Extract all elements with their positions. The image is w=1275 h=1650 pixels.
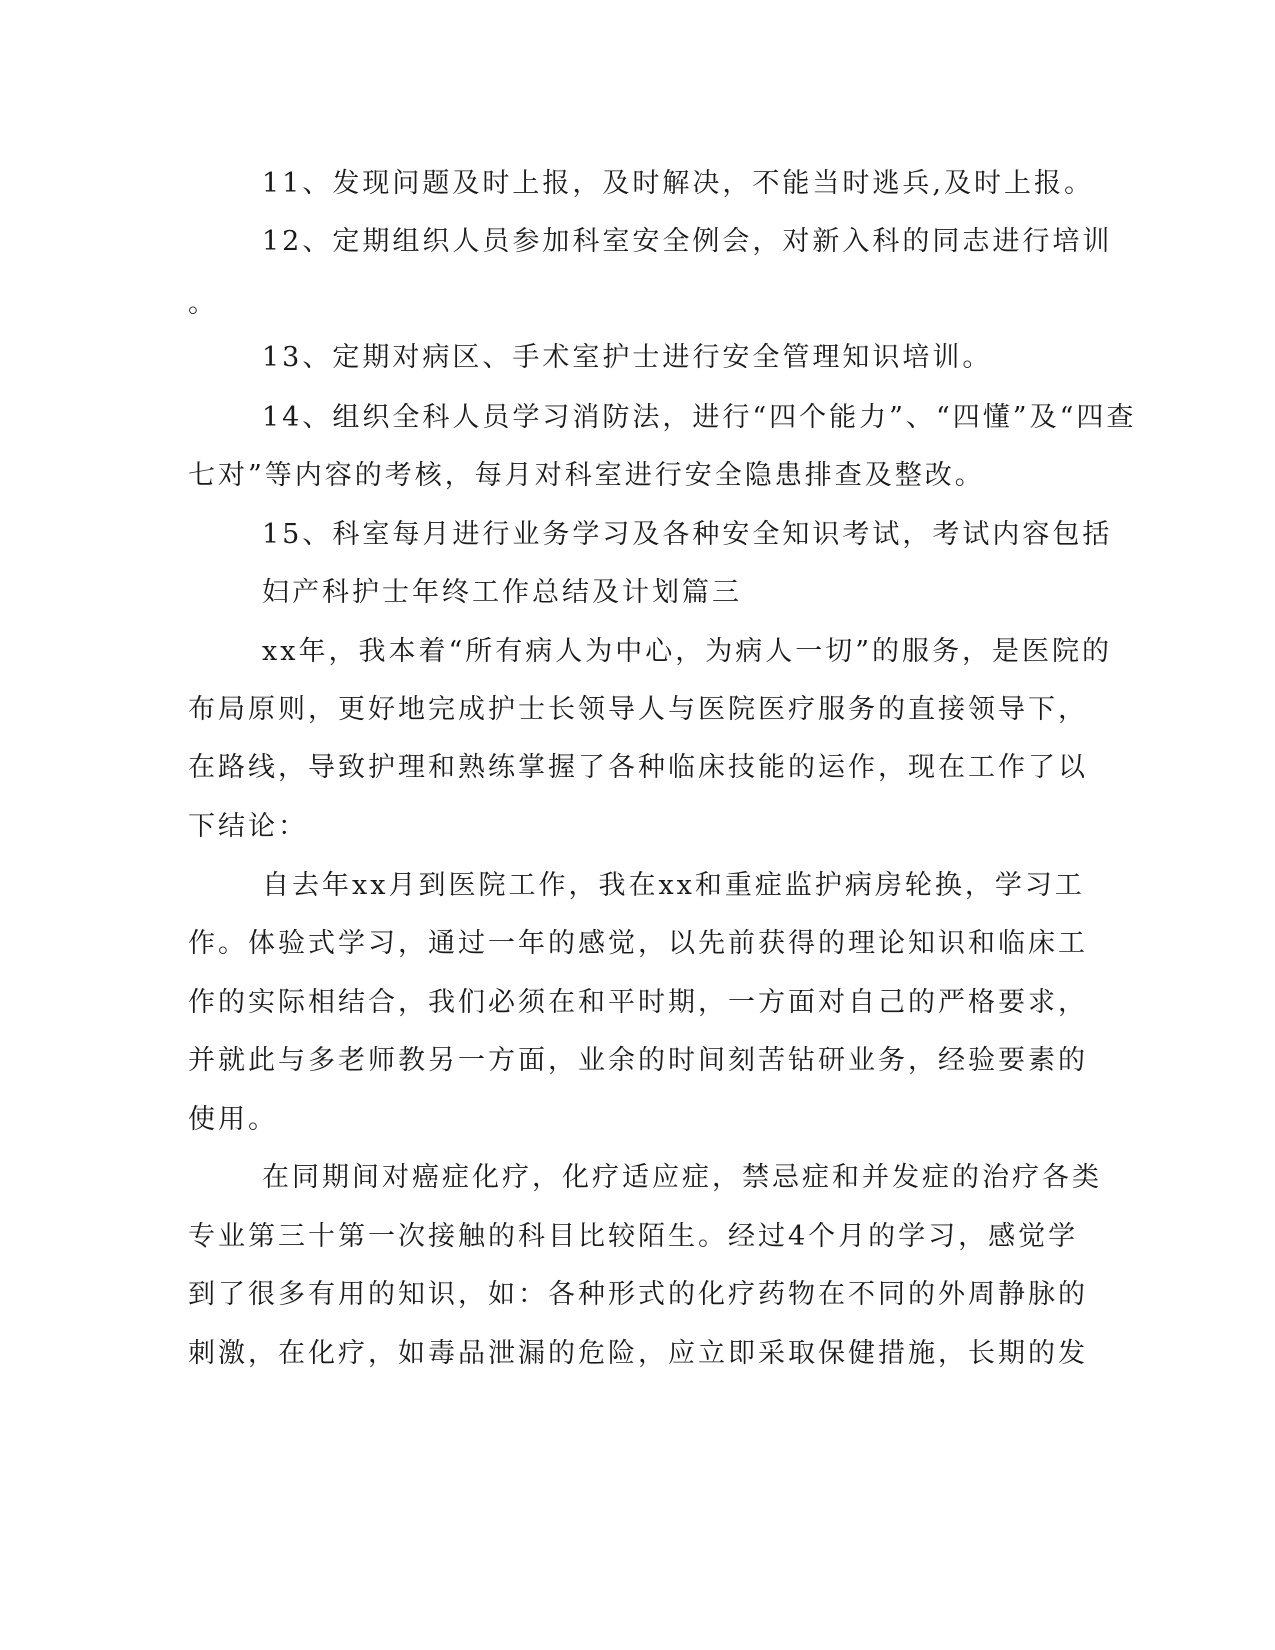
text-line: 使用。	[188, 1104, 278, 1135]
text-line: 在路线，导致护理和熟练掌握了各种临床技能的运作，现在工作了以	[188, 752, 1088, 783]
text-line: 11、发现问题及时上报，及时解决，不能当时逃兵,及时上报。	[262, 168, 1094, 199]
text-line: 12、定期组织人员参加科室安全例会，对新入科的同志进行培训	[262, 226, 1113, 257]
text-line: 。	[188, 288, 218, 319]
text-line: 布局原则，更好地完成护士长领导人与医院医疗服务的直接领导下，	[188, 694, 1088, 725]
text-line: 下结论：	[188, 811, 308, 842]
text-line: 到了很多有用的知识，如：各种形式的化疗药物在不同的外周静脉的	[188, 1279, 1088, 1310]
text-line: 并就此与多老师教另一方面，业余的时间刻苦钻研业务，经验要素的	[188, 1045, 1088, 1076]
text-line: xx年，我本着“所有病人为中心，为病人一切”的服务，是医院的	[262, 636, 1113, 667]
text-line: 13、定期对病区、手术室护士进行安全管理知识培训。	[262, 342, 993, 373]
text-line: 七对”等内容的考核，每月对科室进行安全隐患排查及整改。	[188, 460, 985, 491]
text-line: 在同期间对癌症化疗，化疗适应症，禁忌症和并发症的治疗各类	[262, 1162, 1102, 1193]
section-heading: 妇产科护士年终工作总结及计划篇三	[262, 577, 742, 608]
text-line: 刺激，在化疗，如毒品泄漏的危险，应立即采取保健措施，长期的发	[188, 1338, 1088, 1369]
text-line: 14、组织全科人员学习消防法，进行“四个能力”、“四懂”及“四查	[262, 402, 1137, 433]
text-line: 自去年xx月到医院工作，我在xx和重症监护病房轮换，学习工	[262, 870, 1085, 901]
text-line: 15、科室每月进行业务学习及各种安全知识考试，考试内容包括	[262, 519, 1113, 550]
text-line: 作。体验式学习，通过一年的感觉，以先前获得的理论知识和临床工	[188, 928, 1088, 959]
text-line: 作的实际相结合，我们必须在和平时期，一方面对自己的严格要求，	[188, 987, 1088, 1018]
text-line: 专业第三十第一次接触的科目比较陌生。经过4个月的学习，感觉学	[188, 1221, 1079, 1252]
